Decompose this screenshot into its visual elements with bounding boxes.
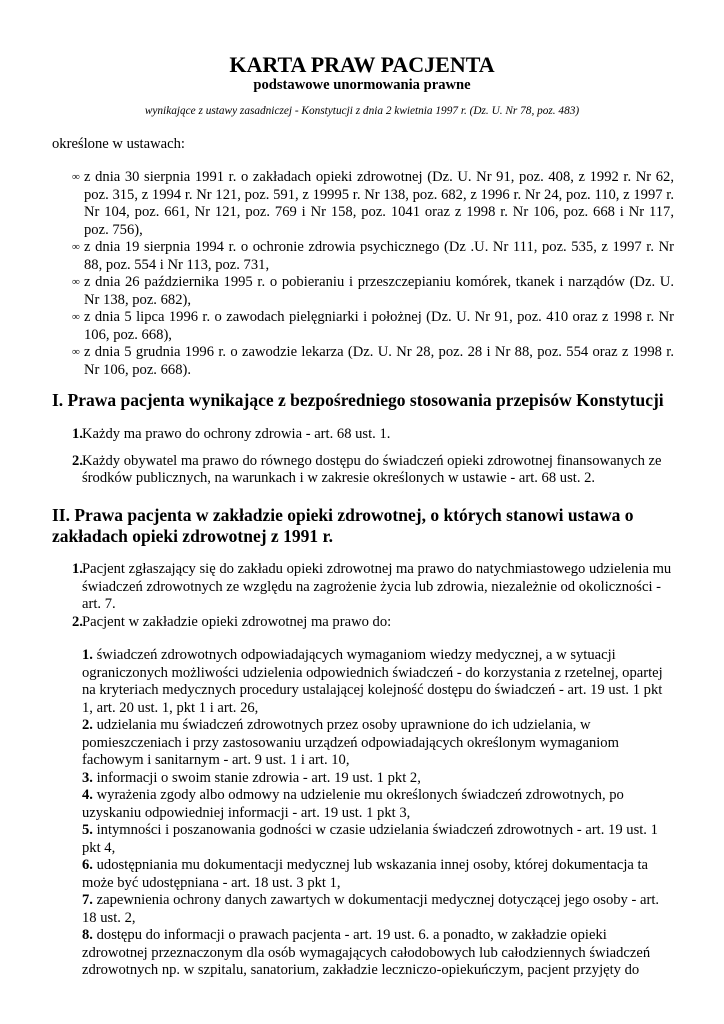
list-item: ∞ z dnia 5 grudnia 1996 r. o zawodzie lekarza (Dz. U. Nr 28, poz. 28 i Nr 88, poz. 554 oraz z 1998 r. Nr 106, poz. 668). [72,344,674,378]
source-note: wynikające z ustawy zasadniczej - Konstytucji z dnia 2 kwietnia 1997 r. (Dz. U. Nr 78, poz. 483) [144,105,580,117]
document-subtitle: podstawowe unormowania prawne [253,77,471,93]
list-item: 4. wyrażenia zgody albo odmowy na udzielenie mu określonych świadczeń zdrowotnych, po uzyskaniu odpowiedniej informacji - art. 19 ust. 1 pkt 3, [82,787,624,821]
list-item: 2. Każdy obywatel ma prawo do równego dostępu do świadczeń opieki zdrowotnej finansowanych ze środków publicznych, na warunkach i w zakresie określonych w ustawie - art. 68 ust. 2. [72,452,662,486]
list-item: 2. Pacjent w zakładzie opieki zdrowotnej ma prawo do: [72,613,392,630]
list-item: 6. udostępniania mu dokumentacji medycznej lub wskazania innej osoby, której dokumentacja ta może być udostępniana - art. 18 ust. 3 pkt 1, [82,857,649,891]
list-item: 5. intymności i poszanowania godności w czasie udzielania świadczeń zdrowotnych - art. 19 ust. 1 pkt 4, [82,822,658,856]
document-title: KARTA PRAW PACJENTA [229,52,495,77]
list-item: 1. Każdy ma prawo do ochrony zdrowia - art. 68 ust. 1. [72,426,391,442]
list-item: ∞ z dnia 5 lipca 1996 r. o zawodach pielęgniarki i położnej (Dz. U. Nr 91, poz. 410 oraz z 1998 r. Nr 106, poz. 668), [72,309,674,343]
infinity-bullet-icon: ∞ [72,276,80,288]
infinity-bullet-icon: ∞ [72,311,80,323]
laws-list [52,169,674,379]
list-item: 7. zapewnienia ochrony danych zawartych w dokumentacji medycznej dotyczącej jego osoby - art. 18 ust. 2, [82,892,660,926]
infinity-bullet-icon: ∞ [72,346,80,358]
patient-rights-list [82,647,674,980]
list-item: 1. świadczeń zdrowotnych odpowiadających wymaganiom wiedzy medycznej, a w sytuacji ograniczonych możliwości udzielenia odpowiednich świadczeń - do korzystania z rzetelnej, opartej na kryteriach medycznych procedury ustalającej kolejność dostępu do świadczeń - art. 19 ust. 1 pkt 1, art. 20 ust. 1, pkt 1 i art. 26, [82,647,663,716]
list-item: 2. udzielania mu świadczeń zdrowotnych przez osoby uprawnione do ich udzielania, w pomieszczeniach i przy zastosowaniu urządzeń odpowiadających określonym wymaganiom fachowym i sanitarnym - art. 9 ust. 1 i art. 10, [82,717,619,768]
list-item: 3. informacji o swoim stanie zdrowia - art. 19 ust. 1 pkt 2, [82,769,421,786]
section-2-heading: II. Prawa pacjenta w zakładzie opieki zdrowotnej, o których stanowi ustawa o zakładach opieki zdrowotnej z 1991 r. [52,505,634,546]
list-item: ∞ z dnia 30 sierpnia 1991 r. o zakładach opieki zdrowotnej (Dz. U. Nr 91, poz. 408, z 1992 r. Nr 62, poz. 315, z 1994 r. Nr 121, poz. 591, z 19995 r. Nr 138, poz. 682, z 1996 r. Nr 24, poz. 110, z 1997 r. Nr 104, poz. 661, Nr 121, poz. 769 i Nr 158, poz. 1041 oraz z 1998 r. Nr 106, poz. 668 i Nr 117, poz. 756), [72,169,674,238]
section-1-heading: I. Prawa pacjenta wynikające z bezpośredniego stosowania przepisów Konstytucji [52,390,664,410]
list-item: ∞ z dnia 19 sierpnia 1994 r. o ochronie zdrowia psychicznego (Dz .U. Nr 111, poz. 535, z 1997 r. Nr 88, poz. 554 i Nr 113, poz. 731, [72,239,674,273]
list-item: 1. Pacjent zgłaszający się do zakładu opieki zdrowotnej ma prawo do natychmiastowego udzielenia mu świadczeń zdrowotnych ze względu na zagrożenie życia lub zdrowia, niezależnie od okoliczności - art. 7. [72,561,672,612]
list-item: 8. dostępu do informacji o prawach pacjenta - art. 19 ust. 6. a ponadto, w zakładzie opieki zdrowotnej przeznaczonym dla osób wymagających całodobowych lub całodziennych świadczeń zdrowotnych np. w szpitalu, sanatorium, zakładzie leczniczo-opiekuńczym, pacjent przyjęty do [82,927,651,978]
section-2-list [52,561,674,631]
infinity-bullet-icon: ∞ [72,171,80,183]
intro-text: określone w ustawach: [52,136,185,152]
section-1-list [52,426,674,488]
list-item: ∞ z dnia 26 października 1995 r. o pobieraniu i przeszczepianiu komórek, tkanek i narządów (Dz. U. Nr 138, poz. 682), [72,274,674,308]
infinity-bullet-icon: ∞ [72,241,80,253]
